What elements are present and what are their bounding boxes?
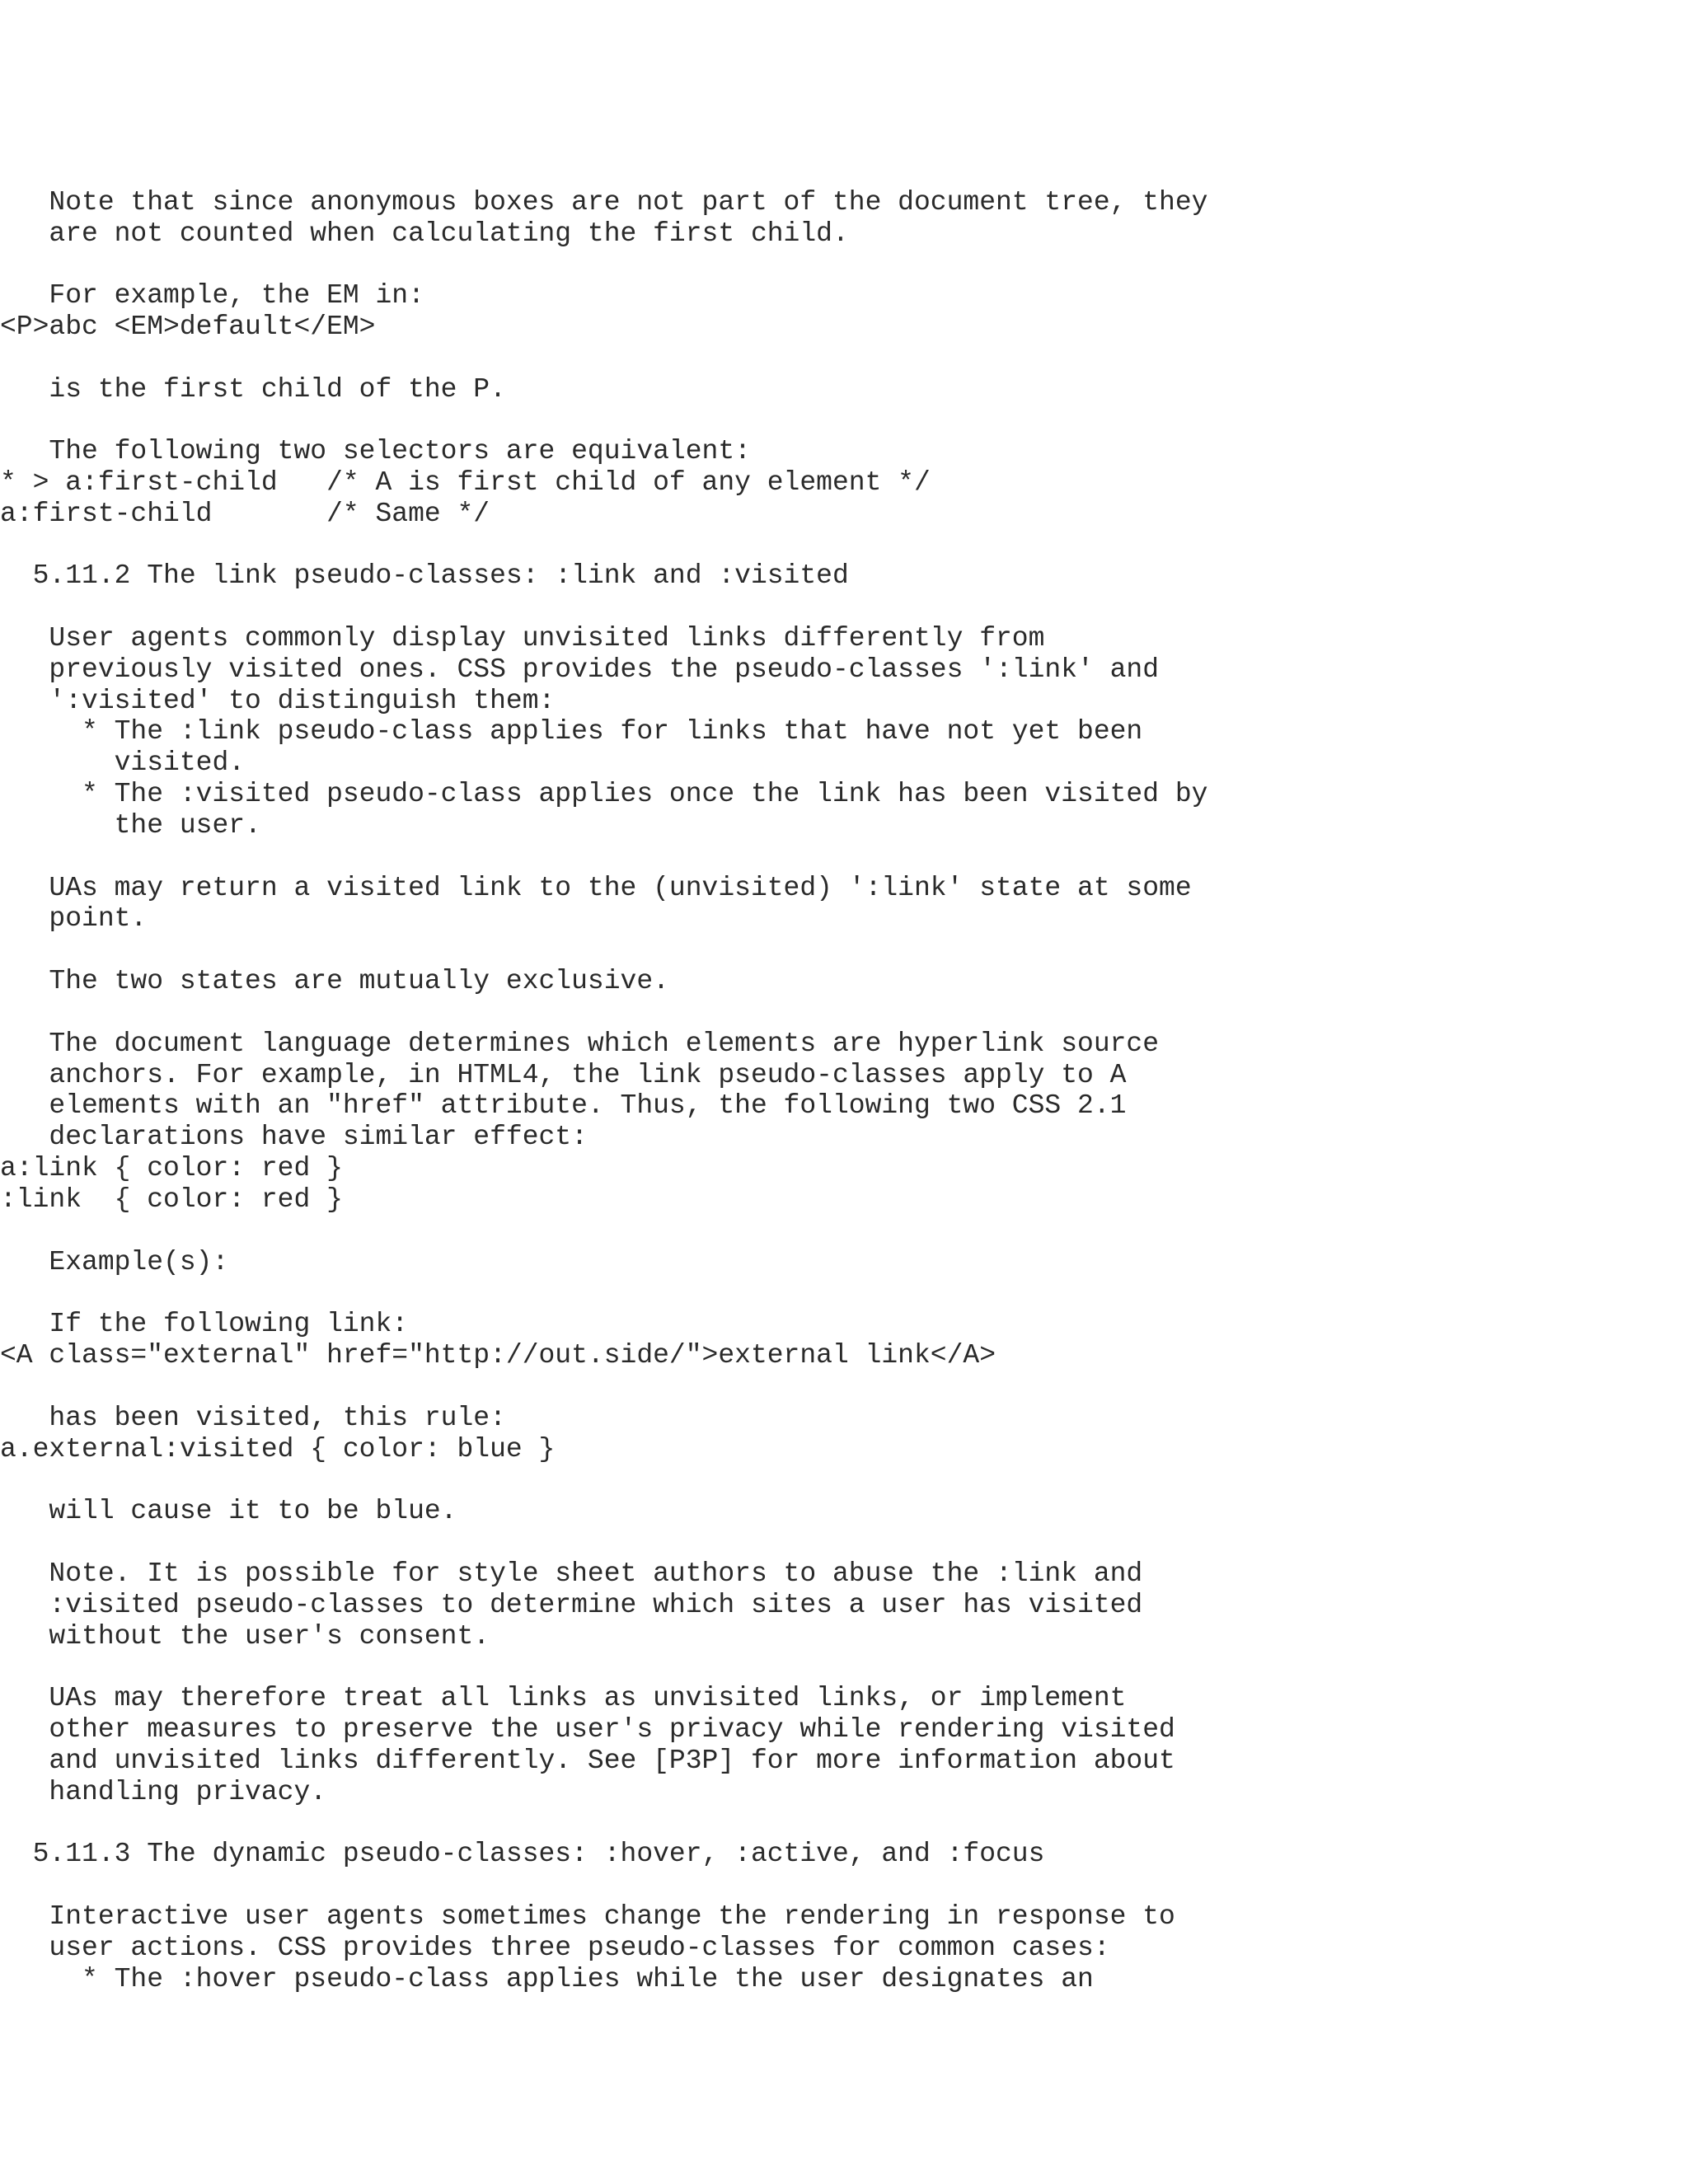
text-line: handling privacy. <box>0 1777 327 1807</box>
text-line: UAs may therefore treat all links as unvisited links, or implement <box>0 1683 1127 1713</box>
list-item: visited. <box>0 748 246 778</box>
text-line: user actions. CSS provides three pseudo-classes for common cases: <box>0 1933 1110 1963</box>
text-line: Example(s): <box>0 1247 229 1277</box>
text-line: User agents commonly display unvisited links differently from <box>0 623 1045 654</box>
text-line: are not counted when calculating the first child. <box>0 218 849 249</box>
section-heading: 5.11.3 The dynamic pseudo-classes: :hover, :active, and :focus <box>0 1839 1045 1869</box>
text-line: without the user's consent. <box>0 1621 490 1652</box>
code-line: a:link { color: red } <box>0 1153 343 1183</box>
code-line: * > a:first-child /* A is first child of any element */ <box>0 467 931 498</box>
text-line: The two states are mutually exclusive. <box>0 966 669 996</box>
text-line: point. <box>0 903 148 934</box>
text-line: is the first child of the P. <box>0 374 506 405</box>
text-line: Note. It is possible for style sheet authors to abuse the :link and <box>0 1558 1143 1589</box>
text-line: has been visited, this rule: <box>0 1403 506 1433</box>
text-line: declarations have similar effect: <box>0 1122 588 1152</box>
text-line: If the following link: <box>0 1309 409 1339</box>
list-item: * The :visited pseudo-class applies once the link has been visited by <box>0 779 1208 809</box>
list-item: * The :link pseudo-class applies for links that have not yet been <box>0 716 1143 747</box>
text-line: ':visited' to distinguish them: <box>0 686 556 716</box>
list-item: * The :hover pseudo-class applies while the user designates an <box>0 1964 1094 1994</box>
text-line: For example, the EM in: <box>0 280 424 311</box>
text-line: previously visited ones. CSS provides the pseudo-classes ':link' and <box>0 654 1160 685</box>
text-line: and unvisited links differently. See [P3P] for more information about <box>0 1746 1175 1776</box>
code-line: <A class="external" href="http://out.side/">external link</A> <box>0 1340 996 1371</box>
text-line: anchors. For example, in HTML4, the link pseudo-classes apply to A <box>0 1060 1127 1090</box>
code-line: a:first-child /* Same */ <box>0 499 490 529</box>
text-line: The following two selectors are equivalent: <box>0 436 751 466</box>
code-line: :link { color: red } <box>0 1184 343 1215</box>
text-line: Note that since anonymous boxes are not part of the document tree, they <box>0 187 1208 218</box>
text-line: UAs may return a visited link to the (unvisited) ':link' state at some <box>0 873 1192 903</box>
text-line: elements with an "href" attribute. Thus, the following two CSS 2.1 <box>0 1090 1127 1121</box>
text-line: will cause it to be blue. <box>0 1496 457 1526</box>
code-line: a.external:visited { color: blue } <box>0 1434 556 1465</box>
list-item: the user. <box>0 810 261 841</box>
text-line: Interactive user agents sometimes change the rendering in response to <box>0 1901 1175 1932</box>
text-line: :visited pseudo-classes to determine which sites a user has visited <box>0 1590 1143 1620</box>
text-line: other measures to preserve the user's privacy while rendering visited <box>0 1714 1175 1745</box>
section-heading: 5.11.2 The link pseudo-classes: :link and :visited <box>0 560 849 591</box>
code-line: <P>abc <EM>default</EM> <box>0 312 376 342</box>
text-line: The document language determines which elements are hyperlink source <box>0 1029 1160 1059</box>
